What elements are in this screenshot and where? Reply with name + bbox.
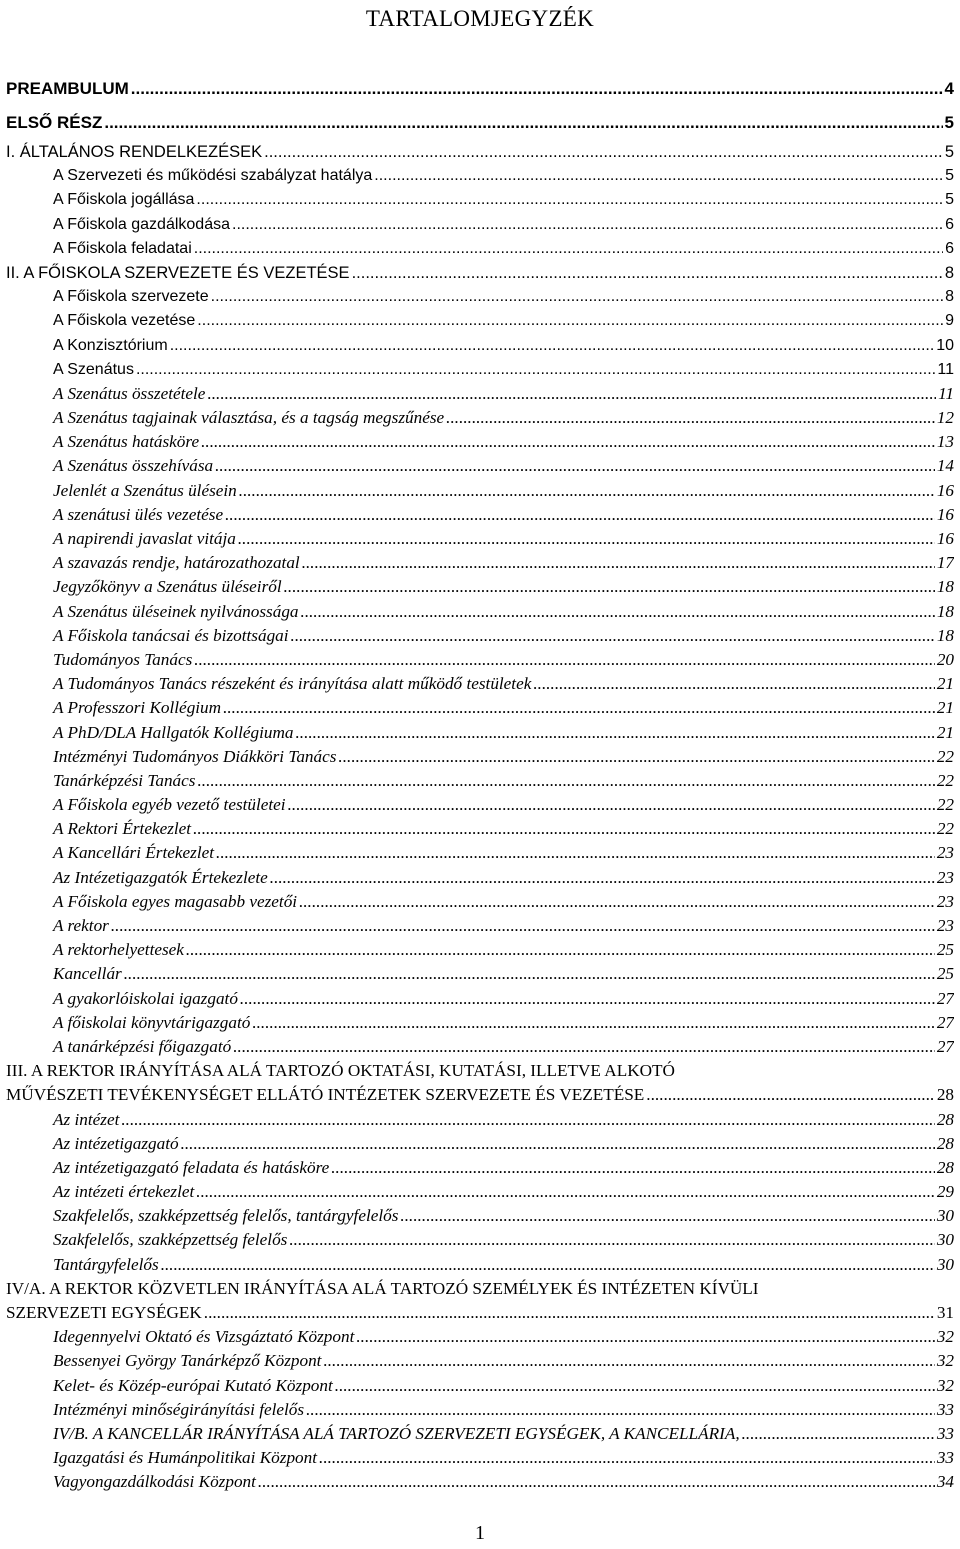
toc-entry-page: 28 [936,1133,954,1153]
toc-entry-title: A gyakorlóiskolai igazgató [53,988,238,1008]
toc-entry-title: A szavazás rendje, határozathozatal [53,553,300,573]
toc-entry[interactable] [6,1132,954,1156]
leader-dots [201,430,935,454]
toc-entry[interactable] [6,430,954,454]
toc-entry-page: 12 [936,408,954,428]
toc-entry-page: 22 [936,746,954,766]
toc-entry-title: A Szenátus tagjainak választása, és a tagság megszűnése [53,408,445,428]
toc-entry-title: Igazgatási és Humánpolitikai Központ [53,1448,318,1468]
page-title: TARTALOMJEGYZÉK [365,6,595,31]
toc-entry-page: 17 [936,553,954,573]
toc-entry[interactable] [6,479,954,503]
toc-entry-line2 [6,1083,954,1107]
toc-entry-page: 6 [945,239,954,257]
leader-dots [400,1204,934,1228]
toc-entry-page: 23 [936,891,954,911]
leader-dots [111,914,935,938]
toc-entry-page: 25 [936,940,954,960]
toc-entry-title: A Főiskola tanácsai és bizottságai [53,625,289,645]
toc-entry-title: A Főiskola egyes magasabb vezetői [53,891,298,911]
leader-dots [161,1253,935,1277]
leader-dots [646,1083,935,1107]
toc-entry-title: A Rektori Értekezlet [53,819,192,839]
toc-entry-title: Szakfelelős, szakképzettség felelős [53,1230,288,1250]
leader-dots [104,106,942,140]
toc-entry-page: 16 [936,529,954,548]
leader-dots [240,987,935,1011]
toc-entry[interactable] [6,382,954,406]
toc-entry-title: A Tudományos Tanács részeként és irányítása alatt működő testületek [53,674,532,694]
toc-entry[interactable] [6,672,954,696]
toc-entry[interactable] [6,285,954,309]
toc-entry-title: IV/B. A KANCELLÁR IRÁNYÍTÁSA ALÁ TARTOZÓ SZERVEZETI EGYSÉGEK, A KANCELLÁRIA, [53,1423,740,1443]
toc-entry-page: 32 [936,1351,954,1371]
toc-entry[interactable] [6,817,954,841]
toc-entry-title: A Főiskola jogállása [53,191,195,209]
toc-entry[interactable] [6,1349,954,1373]
toc-entry-page: 5 [945,167,954,185]
toc-entry-page: 21 [936,722,954,742]
toc-entry[interactable] [6,261,954,285]
toc-entry-title: Az Intézetigazgatók Értekezlete [53,867,268,887]
toc-entry-title: Idegennyelvi Oktató és Vizsgáztató Központ [53,1327,355,1347]
toc-entry-page: 16 [936,480,954,500]
toc-entry-page: 33 [936,1423,954,1443]
leader-dots [170,334,934,358]
toc-entry-title: Kancellár [53,964,122,984]
toc-entry-title: Jelenlét a Szenátus ülésein [53,480,237,500]
toc-entry-title: Az intézetigazgató feladata és hatásköre [53,1157,330,1177]
toc-entry-title: Intézményi Tudományos Diákköri Tanács [53,746,337,766]
toc-entry[interactable] [6,406,954,430]
toc-entry-title: Az intézetigazgató [53,1133,179,1153]
leader-dots [186,938,935,962]
leader-dots [291,624,935,648]
toc-entry[interactable] [6,938,954,962]
toc-entry[interactable] [6,1180,954,1204]
toc-entry[interactable] [6,1470,954,1494]
leader-dots [352,261,943,285]
leader-dots [193,817,935,841]
toc-entry-title-line2: MŰVÉSZETI TEVÉKENYSÉGET ELLÁTÓ INTÉZETEK SZERVEZETE ÉS VEZETÉSE [6,1085,645,1105]
toc-entry[interactable] [6,454,954,478]
leader-dots [323,1349,934,1373]
toc-entry-page: 8 [945,288,954,306]
leader-dots [211,285,943,309]
toc-entry[interactable] [6,140,954,164]
toc-entry[interactable] [6,1374,954,1398]
leader-dots [289,1228,934,1252]
table-of-contents [6,72,954,1495]
toc-entry-page: 21 [936,674,954,694]
toc-entry-title: A főiskolai könyvtárigazgató [53,1012,251,1032]
leader-dots [232,213,943,237]
toc-entry-title: A Szervezeti és működési szabályzat hatálya [53,167,373,185]
toc-entry-page: 28 [936,1109,954,1129]
leader-dots [742,1422,935,1446]
toc-entry[interactable] [6,600,954,624]
toc-entry-title: A PhD/DLA Hallgatók Kollégiuma [53,722,294,742]
toc-entry-title: A napirendi javaslat vitája [53,529,236,548]
leader-dots [356,1325,934,1349]
toc-entry-title-line1: III. A REKTOR IRÁNYÍTÁSA ALÁ TARTOZÓ OKTATÁSI, KUTATÁSI, ILLETVE ALKOTÓ [6,1061,675,1081]
leader-dots [225,503,935,527]
toc-entry[interactable] [6,696,954,720]
leader-dots [136,358,935,382]
toc-entry-page: 32 [936,1375,954,1395]
toc-entry-title: Kelet- és Közép-európai Kutató Központ [53,1375,333,1395]
leader-dots [335,1374,935,1398]
toc-entry-page: 33 [936,1399,954,1419]
toc-entry[interactable] [6,866,954,890]
toc-entry-page: 23 [936,843,954,863]
toc-entry-title: I. ÁLTALÁNOS RENDELKEZÉSEK [6,143,263,161]
leader-dots [194,237,943,261]
toc-entry[interactable] [6,962,954,986]
leader-dots [215,454,935,478]
toc-entry-page: 18 [936,601,954,621]
toc-entry[interactable] [6,745,954,769]
leader-dots [194,648,935,672]
toc-entry-title: ELSŐ RÉSZ [6,113,103,132]
leader-dots [204,1301,935,1325]
toc-entry[interactable] [6,188,954,212]
toc-entry-page: 20 [936,649,954,669]
leader-dots [295,721,934,745]
leader-dots [196,1180,935,1204]
toc-entry[interactable] [6,358,954,382]
toc-entry-title: A Konzisztórium [53,336,168,354]
toc-entry-title-line1: IV/A. A REKTOR KÖZVETLEN IRÁNYÍTÁSA ALÁ TARTOZÓ SZEMÉLYEK ÉS INTÉZETEN KÍVÜLI [6,1278,759,1298]
toc-entry-title: A Szenátus összehívása [53,456,214,476]
toc-entry[interactable] [6,309,954,333]
toc-entry[interactable] [6,1011,954,1035]
toc-entry[interactable] [6,213,954,237]
toc-entry-title: Intézményi minőségirányítási felelős [53,1399,305,1419]
leader-dots [238,527,935,551]
toc-entry[interactable] [6,1446,954,1470]
toc-entry[interactable] [6,721,954,745]
toc-entry[interactable] [6,106,954,140]
leader-dots [216,841,935,865]
toc-entry-title: A tanárképzési főigazgató [53,1036,232,1056]
toc-entry-page: 31 [936,1303,954,1322]
toc-entry-line2 [6,1301,954,1325]
toc-entry-title: A Főiskola szervezete [53,288,209,306]
toc-entry-page: 27 [936,1036,954,1056]
toc-entry-page: 33 [936,1448,954,1468]
toc-entry-page: 5 [945,191,954,209]
leader-dots [302,551,935,575]
toc-entry-title: Tudományos Tanács [53,649,193,669]
toc-entry-page: 23 [936,867,954,887]
toc-entry-title: A Főiskola vezetése [53,312,196,330]
leader-dots [288,793,935,817]
toc-entry-page: 18 [936,577,954,597]
toc-entry-page: 16 [936,504,954,524]
toc-entry-page: 28 [936,1085,954,1105]
toc-entry-title: A Professzori Kollégium [53,698,222,718]
leader-dots [301,600,935,624]
toc-entry[interactable] [6,648,954,672]
toc-entry-wrapped[interactable] [6,1277,954,1325]
toc-entry[interactable] [6,1108,954,1132]
toc-entry[interactable] [6,1398,954,1422]
page-number: 1 [475,1522,485,1544]
toc-entry[interactable] [6,503,954,527]
toc-entry-title-line2: SZERVEZETI EGYSÉGEK [6,1303,202,1322]
toc-entry-page: 18 [936,625,954,645]
toc-entry-title: A rektorhelyettesek [53,940,184,960]
toc-entry-title: A Főiskola feladatai [53,239,192,257]
leader-dots [258,1470,935,1494]
toc-entry-page: 34 [936,1472,954,1492]
toc-entry[interactable] [6,527,954,551]
toc-entry-title: A Szenátus összetétele [53,383,206,403]
toc-entry-title: Jegyzőkönyv a Szenátus üléseiről [53,577,282,597]
leader-dots [233,1035,935,1059]
toc-entry-page: 5 [944,113,954,132]
toc-entry-page: 22 [936,770,954,790]
toc-entry-title: A Kancellári Értekezlet [53,843,215,863]
leader-dots [270,866,935,890]
toc-entry-page: 11 [938,383,954,403]
toc-entry[interactable] [6,769,954,793]
toc-entry-page: 30 [936,1206,954,1226]
toc-entry[interactable] [6,1422,954,1446]
leader-dots [374,164,943,188]
leader-dots [319,1446,935,1470]
toc-entry-title: Tantárgyfelelős [53,1254,159,1274]
toc-entry[interactable] [6,987,954,1011]
toc-entry-title: Vagyongazdálkodási Központ [53,1472,256,1492]
toc-entry-page: 11 [937,360,954,378]
toc-entry-page: 30 [936,1254,954,1274]
toc-entry[interactable] [6,914,954,938]
toc-entry-page: 22 [936,795,954,815]
toc-entry-page: 5 [944,143,954,161]
toc-entry-title: PREAMBULUM [6,79,129,98]
toc-entry-page: 21 [936,698,954,718]
toc-entry-page: 14 [936,456,954,476]
toc-entry-page: 10 [936,336,954,354]
toc-entry-wrapped[interactable] [6,1059,954,1107]
leader-dots [306,1398,935,1422]
leader-dots [207,382,936,406]
leader-dots [299,890,935,914]
toc-entry-page: 25 [936,964,954,984]
leader-dots [197,309,943,333]
toc-entry[interactable] [6,72,954,106]
toc-entry-page: 27 [936,1012,954,1032]
leader-dots [239,479,935,503]
toc-entry-title: A szenátusi ülés vezetése [53,504,224,524]
toc-entry-title: A Főiskola egyéb vezető testületei [53,795,286,815]
leader-dots [124,962,935,986]
toc-entry[interactable] [6,1156,954,1180]
toc-entry[interactable] [6,551,954,575]
toc-entry[interactable] [6,1035,954,1059]
toc-entry-title: A Főiskola gazdálkodása [53,215,230,233]
leader-dots [181,1132,935,1156]
leader-dots [196,188,943,212]
toc-entry-title: Az intézet [53,1109,120,1129]
toc-entry[interactable] [6,1204,954,1228]
toc-entry-title: A Szenátus hatásköre [53,432,200,452]
toc-entry-title: II. A FŐISKOLA SZERVEZETE ÉS VEZETÉSE [6,263,350,282]
toc-entry-page: 30 [936,1230,954,1250]
leader-dots [331,1156,935,1180]
toc-entry-page: 4 [944,79,954,98]
leader-dots [197,769,934,793]
toc-entry-page: 8 [944,263,954,282]
toc-entry-page: 23 [936,916,954,935]
toc-entry-title: A rektor [53,916,109,935]
toc-entry[interactable] [6,1228,954,1252]
leader-dots [223,696,935,720]
toc-entry[interactable] [6,334,954,358]
toc-entry-page: 27 [936,988,954,1008]
toc-entry-title: Bessenyei György Tanárképző Központ [53,1351,322,1371]
toc-entry[interactable] [6,237,954,261]
toc-entry-title: Tanárképzési Tanács [53,770,196,790]
toc-entry[interactable] [6,575,954,599]
toc-entry-page: 29 [936,1182,954,1202]
toc-entry-page: 32 [936,1327,954,1347]
toc-entry[interactable] [6,841,954,865]
toc-entry-title: A Szenátus üléseinek nyilvánossága [53,601,299,621]
toc-entry[interactable] [6,890,954,914]
toc-entry[interactable] [6,624,954,648]
toc-entry-title: A Szenátus [53,360,134,378]
toc-entry[interactable] [6,1253,954,1277]
leader-dots [264,140,943,164]
toc-entry-page: 28 [936,1157,954,1177]
leader-dots [533,672,934,696]
toc-entry-title: Szakfelelős, szakképzettség felelős, tantárgyfelelős [53,1206,399,1226]
leader-dots [338,745,934,769]
toc-entry-page: 6 [945,215,954,233]
toc-entry-page: 13 [936,432,954,452]
leader-dots [252,1011,934,1035]
toc-entry[interactable] [6,164,954,188]
toc-entry[interactable] [6,793,954,817]
toc-entry-page: 22 [936,819,954,839]
leader-dots [284,575,935,599]
toc-entry[interactable] [6,1325,954,1349]
leader-dots [446,406,935,430]
leader-dots [121,1108,934,1132]
toc-entry-page: 9 [945,312,954,330]
toc-entry-title: Az intézeti értekezlet [53,1182,195,1202]
leader-dots [131,72,943,106]
